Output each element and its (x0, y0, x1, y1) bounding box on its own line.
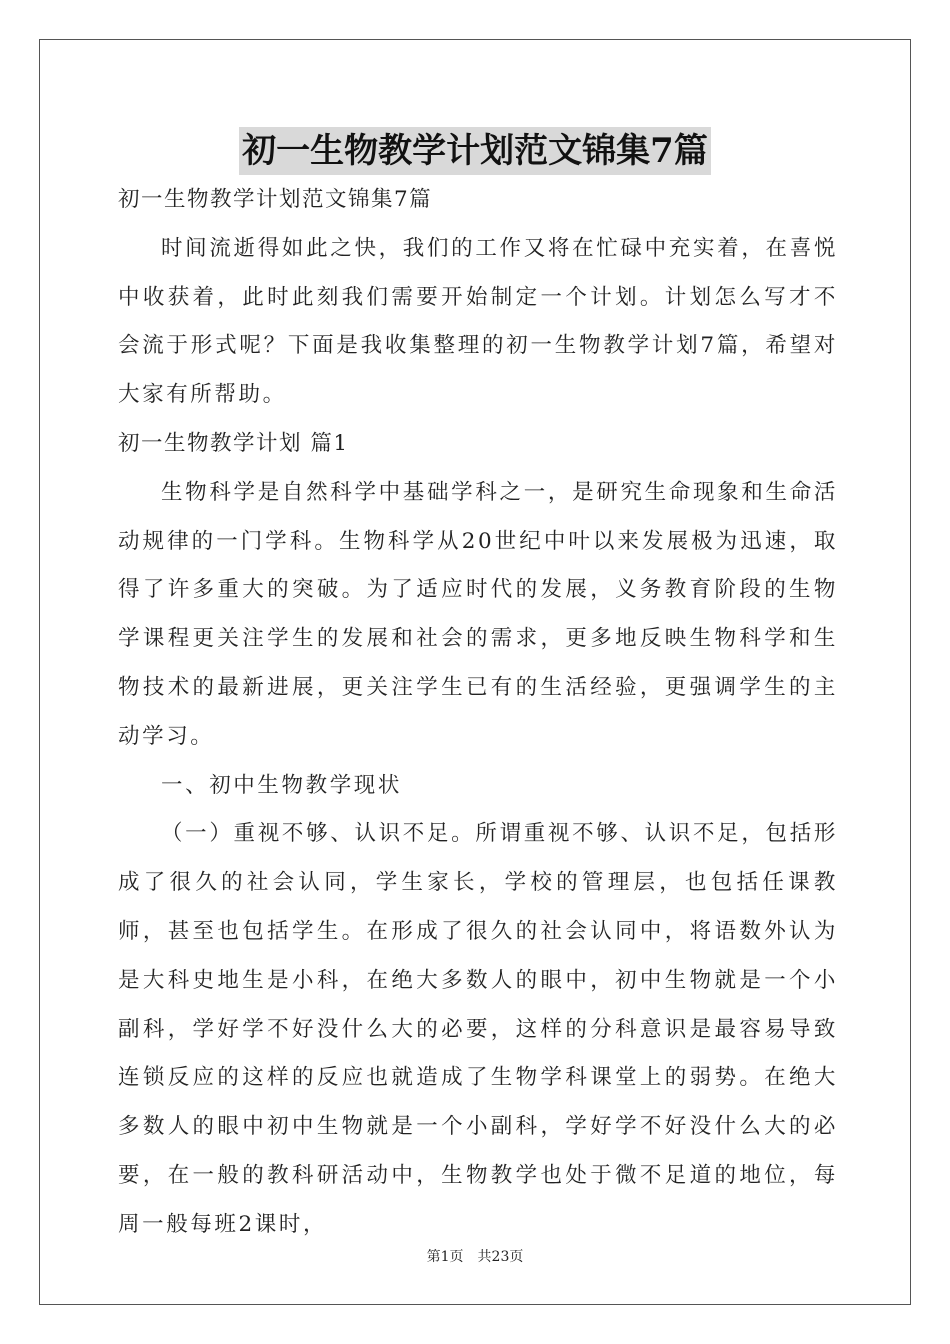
body-paragraph: 生物科学是自然科学中基础学科之一，是研究生命现象和生命活动规律的一门学科。生物科学从20世纪中叶以来发展极为迅速，取得了许多重大的突破。为了适应时代的发展，义务教育阶段的生物学课程更关注学生的发展和社会的需求，更多地反映生物科学和生物技术的最新进展，更关注学生已有的生活经验，更强调学生的主动学习。 (118, 479, 838, 749)
document-title (0, 121, 950, 181)
document-subtitle: 初一生物教学计划范文锦集7篇 (118, 187, 433, 212)
page-footer: 第1页 共23页 (426, 1249, 524, 1265)
intro-paragraph: 时间流逝得如此之快，我们的工作又将在忙碌中充实着，在喜悦中收获着，此时此刻我们需要开始制定一个计划。计划怎么写才不会流于形式呢？下面是我收集整理的初一生物教学计划7篇，希望对大家有所帮助。 (118, 235, 838, 408)
body-paragraph: （一）重视不够、认识不足。所谓重视不够、认识不足，包括形成了很久的社会认同，学生家长，学校的管理层，也包括任课教师，甚至也包括学生。在形成了很久的社会认同中，将语数外认为是大科史地生是小科，在绝大多数人的眼中，初中生物就是一个小副科，学好学不好没什么大的必要，这样的分科意识是最容易导致连锁反应的这样的反应也就造成了生物学科课堂上的弱势。在绝大多数人的眼中初中生物就是一个小副科，学好学不好没什么大的必要，在一般的教科研活动中，生物教学也处于微不足道的地位，每周一般每班2课时， (118, 821, 838, 1237)
document-body (118, 176, 838, 1250)
section-heading-part-1: 初一生物教学计划 篇1 (118, 430, 349, 456)
document-title-text: 初一生物教学计划范文锦集7篇 (239, 127, 711, 175)
subsection-heading: 一、初中生物教学现状 (161, 772, 403, 798)
